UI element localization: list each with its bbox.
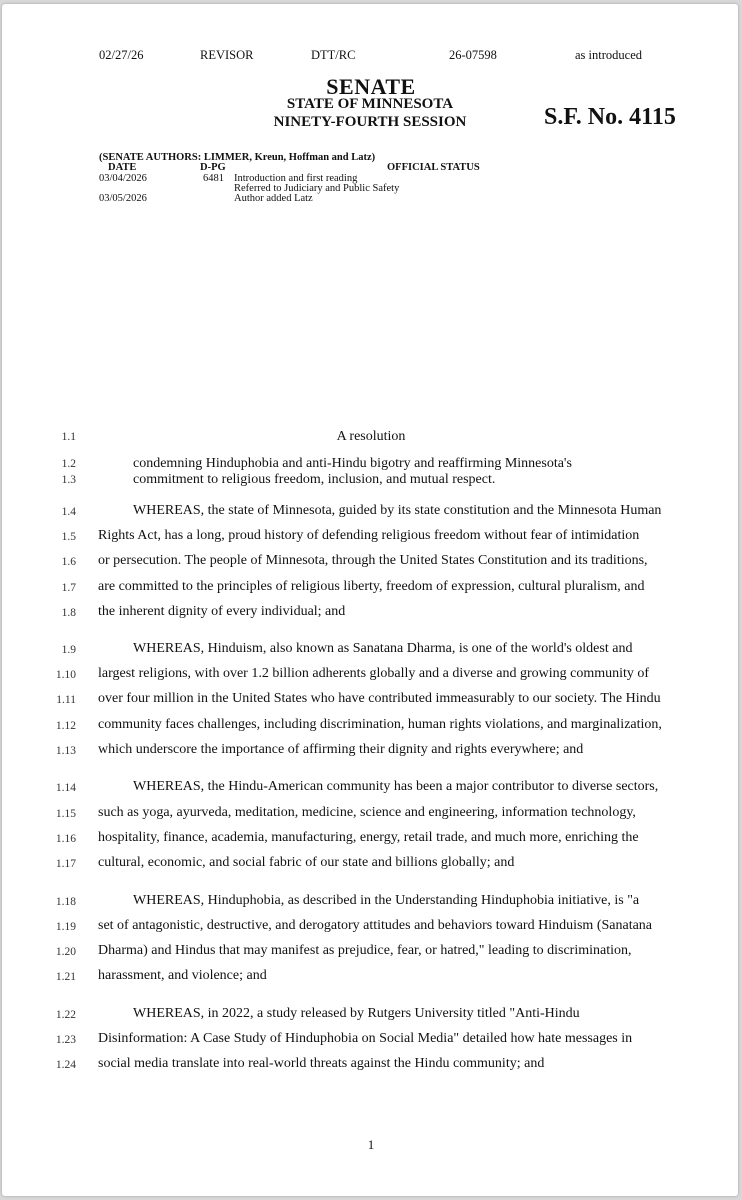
line-number: 1.22: [55, 1009, 76, 1021]
state-heading: STATE OF MINNESOTA: [286, 96, 454, 112]
body-line: cultural, economic, and social fabric of our state and billions globally; and: [98, 855, 515, 870]
action-date: 03/05/2026: [99, 193, 147, 204]
body-line: Dharma) and Hindus that may manifest as prejudice, fear, or hatred," leading to discrimination,: [98, 943, 632, 958]
col-date-header: DATE: [108, 162, 137, 173]
line-number: 1.4: [61, 506, 76, 518]
body-line: WHEREAS, Hinduphobia, as described in the Understanding Hinduphobia initiative, is "a: [133, 893, 640, 908]
body-line: Rights Act, has a long, proud history of defending religious freedom without fear of intimidation: [98, 528, 640, 543]
body-line: which underscore the importance of affirming their dignity and rights everywhere; and: [98, 742, 584, 757]
body-line: or persecution. The people of Minnesota, through the United States Constitution and its traditions,: [98, 553, 648, 568]
bill-number: S.F. No. 4115: [544, 104, 676, 130]
col-dpg-header: D-PG: [200, 162, 226, 173]
body-line: largest religions, with over 1.2 billion adherents globally and a diverse and growing community of: [98, 666, 650, 681]
senate-authors: (SENATE AUTHORS: LIMMER, Kreun, Hoffman and Latz): [99, 152, 376, 163]
body-line: over four million in the United States who have contributed immeasurably to our society. The Hindu: [98, 691, 661, 706]
action-text: Introduction and first reading: [234, 173, 358, 184]
line-number: 1.17: [55, 858, 76, 870]
header-status: as introduced: [575, 48, 642, 62]
body-line: set of antagonistic, destructive, and derogatory attitudes and behaviors toward Hinduism (Sanatana: [98, 918, 653, 933]
page-number: 1: [367, 1137, 375, 1152]
line-number: 1.10: [55, 669, 76, 681]
line-number: 1.9: [61, 644, 76, 656]
line-number: 1.24: [55, 1059, 76, 1071]
header-doc-number: 26-07598: [449, 48, 497, 62]
body-line: WHEREAS, the state of Minnesota, guided by its state constitution and the Minnesota Human: [133, 503, 662, 518]
body-line: hospitality, finance, academia, manufacturing, energy, retail trade, and much more, enriching the: [98, 830, 639, 845]
body-line: WHEREAS, the Hindu-American community has been a major contributor to diverse sectors,: [133, 779, 659, 794]
line-number: 1.1: [61, 431, 76, 443]
senate-heading: SENATE: [326, 74, 416, 99]
line-number: 1.7: [61, 582, 76, 594]
line-number: 1.2: [61, 458, 76, 470]
header-date: 02/27/26: [99, 48, 144, 62]
body-line: Disinformation: A Case Study of Hinduphobia on Social Media" detailed how hate messages in: [98, 1031, 633, 1046]
line-number: 1.19: [55, 921, 76, 933]
action-date: 03/04/2026: [99, 173, 147, 184]
body-line: the inherent dignity of every individual; and: [98, 604, 346, 619]
col-status-header: OFFICIAL STATUS: [387, 162, 480, 173]
body-line: such as yoga, ayurveda, meditation, medicine, science and engineering, information technology,: [98, 805, 636, 820]
line-number: 1.12: [55, 720, 76, 732]
body-line: harassment, and violence; and: [98, 968, 267, 983]
line-number: 1.8: [61, 607, 76, 619]
line-number: 1.16: [55, 833, 76, 845]
action-text: Referred to Judiciary and Public Safety: [234, 183, 400, 194]
body-line: are committed to the principles of religious liberty, freedom of expression, cultural pluralism, and: [98, 579, 645, 594]
line-number: 1.21: [55, 971, 76, 983]
body-line: WHEREAS, Hinduism, also known as Sanatana Dharma, is one of the world's oldest and: [133, 641, 633, 656]
line-number: 1.15: [55, 808, 76, 820]
action-text: Author added Latz: [234, 193, 313, 204]
line-number: 1.14: [55, 782, 76, 794]
line-number: 1.18: [55, 896, 76, 908]
resolution-subject: commitment to religious freedom, inclusion, and mutual respect.: [133, 472, 496, 487]
line-number: 1.3: [61, 474, 76, 486]
line-number: 1.11: [56, 694, 76, 706]
body-line: WHEREAS, in 2022, a study released by Rutgers University titled "Anti-Hindu: [133, 1006, 580, 1021]
line-number: 1.5: [61, 531, 76, 543]
header-revisor: REVISOR: [200, 48, 254, 62]
action-dpg: 6481: [203, 173, 224, 184]
body-line: social media translate into real-world threats against the Hindu community; and: [98, 1056, 545, 1071]
header-initials: DTT/RC: [311, 48, 356, 62]
line-number: 1.6: [61, 556, 76, 568]
session-heading: NINETY-FOURTH SESSION: [273, 114, 467, 130]
resolution-subject: condemning Hinduphobia and anti-Hindu bigotry and reaffirming Minnesota's: [133, 456, 572, 471]
line-number: 1.13: [55, 745, 76, 757]
resolution-title: A resolution: [336, 429, 406, 444]
line-number: 1.23: [55, 1034, 76, 1046]
line-number: 1.20: [55, 946, 76, 958]
body-line: community faces challenges, including discrimination, human rights violations, and marginalization,: [98, 717, 662, 732]
